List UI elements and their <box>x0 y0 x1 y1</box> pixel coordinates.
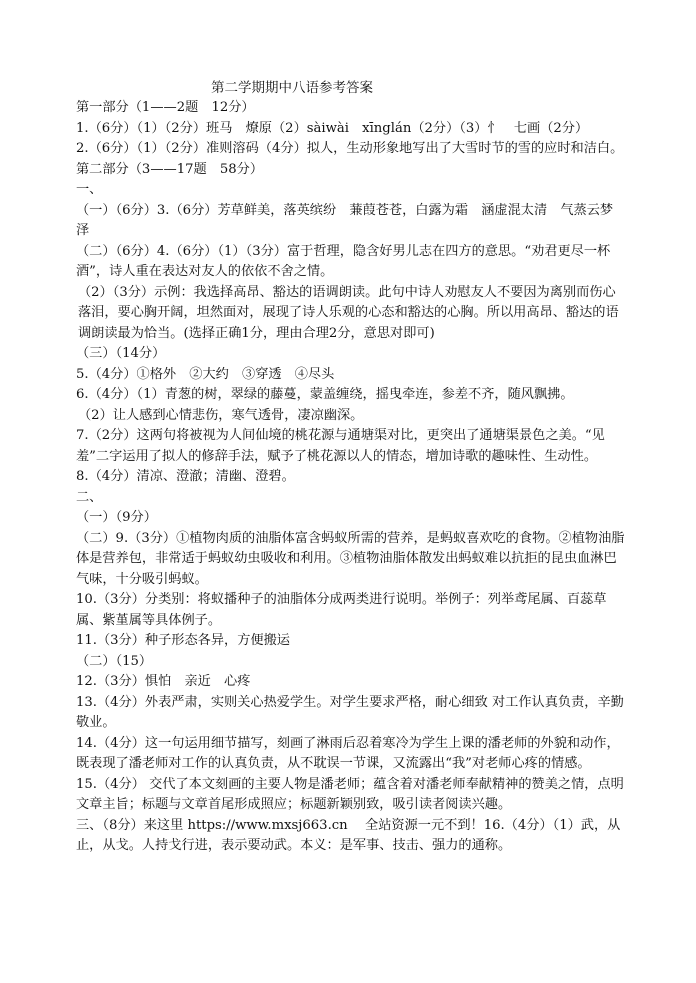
answer-line: 6.（4分）（1）青葱的树，翠绿的藤蔓，蒙盖缠绕，摇曳牵连，参差不齐，随风飘拂。 <box>76 387 574 402</box>
answer-line: （2）让人感到心情悲伤，寒气透骨，凄凉幽深。 <box>78 407 364 423</box>
answer-line: （二）（6分）4.（6分）（1）（3分）富于哲理，隐含好男儿志在四方的意思。“劝君更尽一杯酒”，诗人重在表达对友人的依依不舍之情。 <box>76 243 611 279</box>
answer-line: （2）（3分）示例：我选择高昂、豁达的语调朗读。此句中诗人劝慰友人不要因为离别而伤心落泪，要心胸开阔，坦然面对，展现了诗人乐观的心态和豁达的心胸。所以用高昂、豁达的语调朗读最为恰当。(选择正确1分，理由合理2分，意思对即可) <box>78 284 619 341</box>
section-heading: 第二部分（3——17题 58分） <box>76 161 264 177</box>
subsection-heading: （二）（15） <box>76 653 153 669</box>
answer-line: 13.（4分）外表严肃，实则关心热爱学生。对学生要求严格，耐心细致 对工作认真负责，辛勤敬业。 <box>76 694 624 730</box>
answer-line: （一）（6分）3.（6分）芳草鲜美，落英缤纷 蒹葭苍苍，白露为霜 涵虚混太清 气蒸云梦泽 <box>76 202 614 238</box>
answer-line: 1.（6分）（1）（2分）班马 燎原（2）sàiwài xīnglán（2分）（3）忄 七画（2分） <box>76 120 589 136</box>
answer-body <box>76 98 626 857</box>
subsection-heading: 二、 <box>76 489 103 505</box>
answer-line: 8.（4分）清凉、澄澈；清幽、澄碧。 <box>76 469 295 484</box>
answer-line: 7.（2分）这两句将被视为人间仙境的桃花源与通塘渠对比，更突出了通塘渠景色之美。“见羞”二字运用了拟人的修辞手法，赋予了桃花源以人的情态，增加诗歌的趣味性、生动性。 <box>76 428 605 464</box>
answer-line: 11.（3分）种子形态各异，方便搬运 <box>76 633 290 648</box>
subsection-heading: （三）（14分） <box>76 346 166 361</box>
answer-line: 15.（4分） 交代了本文刻画的主要人物是潘老师；蕴含着对潘老师奉献精神的赞美之情，点明文章主旨；标题与文章首尾形成照应；标题新颖别致，吸引读者阅读兴趣。 <box>76 776 624 812</box>
answer-line: 5.（4分）①格外 ②大约 ③穿透 ④尽头 <box>76 366 335 382</box>
section-heading: 第一部分（1——2题 12分） <box>76 100 255 115</box>
answer-line: 三、（8分）来这里 https://www.mxsj663.cn 全站资源一元不到！16.（4分）（1）武，从止，从戈。人持戈行进，表示要动武。本义：是军事、技击、强力的通称。 <box>76 817 621 853</box>
answer-line: 2.（6分）（1）（2分）准则溶码（4分）拟人，生动形象地写出了大雪时节的雪的应时和洁白。 <box>76 141 624 156</box>
subsection-heading: （一）（9分） <box>76 510 157 525</box>
answer-line: 10.（3分）分类别：将蚁播种子的油脂体分成两类进行说明。举例子：列举鸢尾属、百蕊草属、紫堇属等具体例子。 <box>76 592 607 628</box>
document-title: 第二学期期中八语参考答案 <box>211 80 373 96</box>
answer-line: 14.（4分）这一句运用细节描写，刻画了淋雨后忍着寒冷为学生上课的潘老师的外貌和动作，既表现了潘老师对工作的认真负责，从不耽误一节课，又流露出“我”对老师心疼的情感。 <box>76 735 620 771</box>
answer-line: 12.（3分）惧怕 亲近 心疼 <box>76 674 251 689</box>
answer-line: （二）9.（3分）①植物肉质的油脂体富含蚂蚁所需的营养，是蚂蚁喜欢吃的食物。②植物油脂体是营养包，非常适于蚂蚁幼虫吸收和利用。③植物油脂体散发出蚂蚁难以抗拒的昆虫血淋巴气味，十分吸引蚂蚁。 <box>76 530 625 587</box>
subsection-heading: 一、 <box>76 182 103 197</box>
